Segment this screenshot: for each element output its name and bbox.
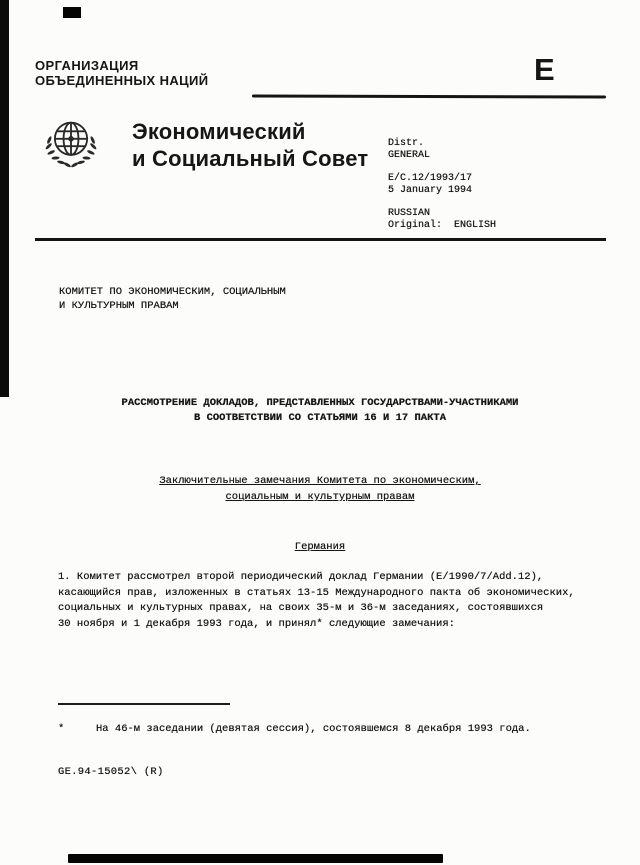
doc-symbol: E/C.12/1993/17: [388, 173, 473, 184]
paragraph-line: 1. Комитет рассмотрел второй периодический доклад Германии (E/1990/7/Add.12),: [58, 571, 544, 583]
report-title-line2: В СООТВЕТСТВИИ СО СТАТЬЯМИ 16 И 17 ПАКТА: [193, 412, 447, 424]
paragraph-line: социальных и культурных правах, на своих 35-м и 36-м заседаниях, состоявшихся: [58, 602, 544, 614]
paragraph-line: 30 ноября и 1 декабря 1993 года, и принял* следующие замечания:: [58, 617, 455, 630]
document-series-letter: E: [534, 52, 556, 87]
original-language: ENGLISH: [454, 220, 497, 231]
doc-date: 5 January 1994: [388, 185, 473, 196]
org-name-line2: ОБЪЕДИНЕННЫХ НАЦИЙ: [35, 73, 209, 88]
distr-type: GENERAL: [388, 150, 431, 161]
distribution-block: [388, 138, 496, 232]
footnote-text: На 46-м заседании (девятая сессия), состоявшемся 8 декабря 1993 года.: [96, 723, 531, 735]
committee-name: [59, 286, 286, 313]
council-title: [132, 118, 368, 172]
masthead-rule: [35, 238, 606, 241]
original-label: Original:: [388, 220, 443, 231]
distr-label: Distr.: [388, 138, 425, 149]
footnote: [58, 723, 531, 735]
un-emblem-globe: [40, 114, 102, 176]
subtitle-line1: Заключительные замечания Комитета по экономическим,: [159, 475, 481, 487]
committee-name-line2: И КУЛЬТУРНЫМ ПРАВАМ: [59, 299, 179, 312]
committee-name-line1: КОМИТЕТ ПО ЭКОНОМИЧЕСКИМ, СОЦИАЛЬНЫМ: [59, 286, 286, 298]
footnote-separator-rule: [58, 703, 230, 705]
un-emblem-icon: [40, 114, 102, 176]
org-name-line1: ОРГАНИЗАЦИЯ: [35, 58, 139, 73]
scan-artifact-top-mark: [63, 7, 81, 18]
council-title-line2: и Социальный Совет: [132, 146, 369, 171]
subtitle-line2: социальным и культурным правам: [225, 491, 415, 503]
scan-artifact-left-bar: [0, 0, 9, 397]
country-heading: Германия: [294, 541, 346, 553]
original-language-line: [388, 220, 496, 232]
footnote-marker: *: [58, 723, 65, 735]
council-title-line1: Экономический: [132, 119, 306, 144]
scan-artifact-bottom-bar: [68, 854, 443, 863]
paragraph-1: [58, 570, 603, 632]
footer-reference: GE.94-15052\ (R): [58, 766, 164, 778]
report-title: [0, 396, 640, 426]
report-title-line1: РАССМОТРЕНИЕ ДОКЛАДОВ, ПРЕДСТАВЛЕННЫХ ГОСУДАРСТВАМИ-УЧАСТНИКАМИ: [121, 397, 519, 409]
concluding-observations-subtitle: [0, 473, 640, 505]
paragraph-line: касающийся прав, изложенных в статьях 13-15 Международного пакта об экономических,: [58, 586, 575, 599]
doc-language: RUSSIAN: [388, 208, 431, 219]
header-rule: [252, 95, 606, 99]
org-name: [35, 58, 209, 88]
